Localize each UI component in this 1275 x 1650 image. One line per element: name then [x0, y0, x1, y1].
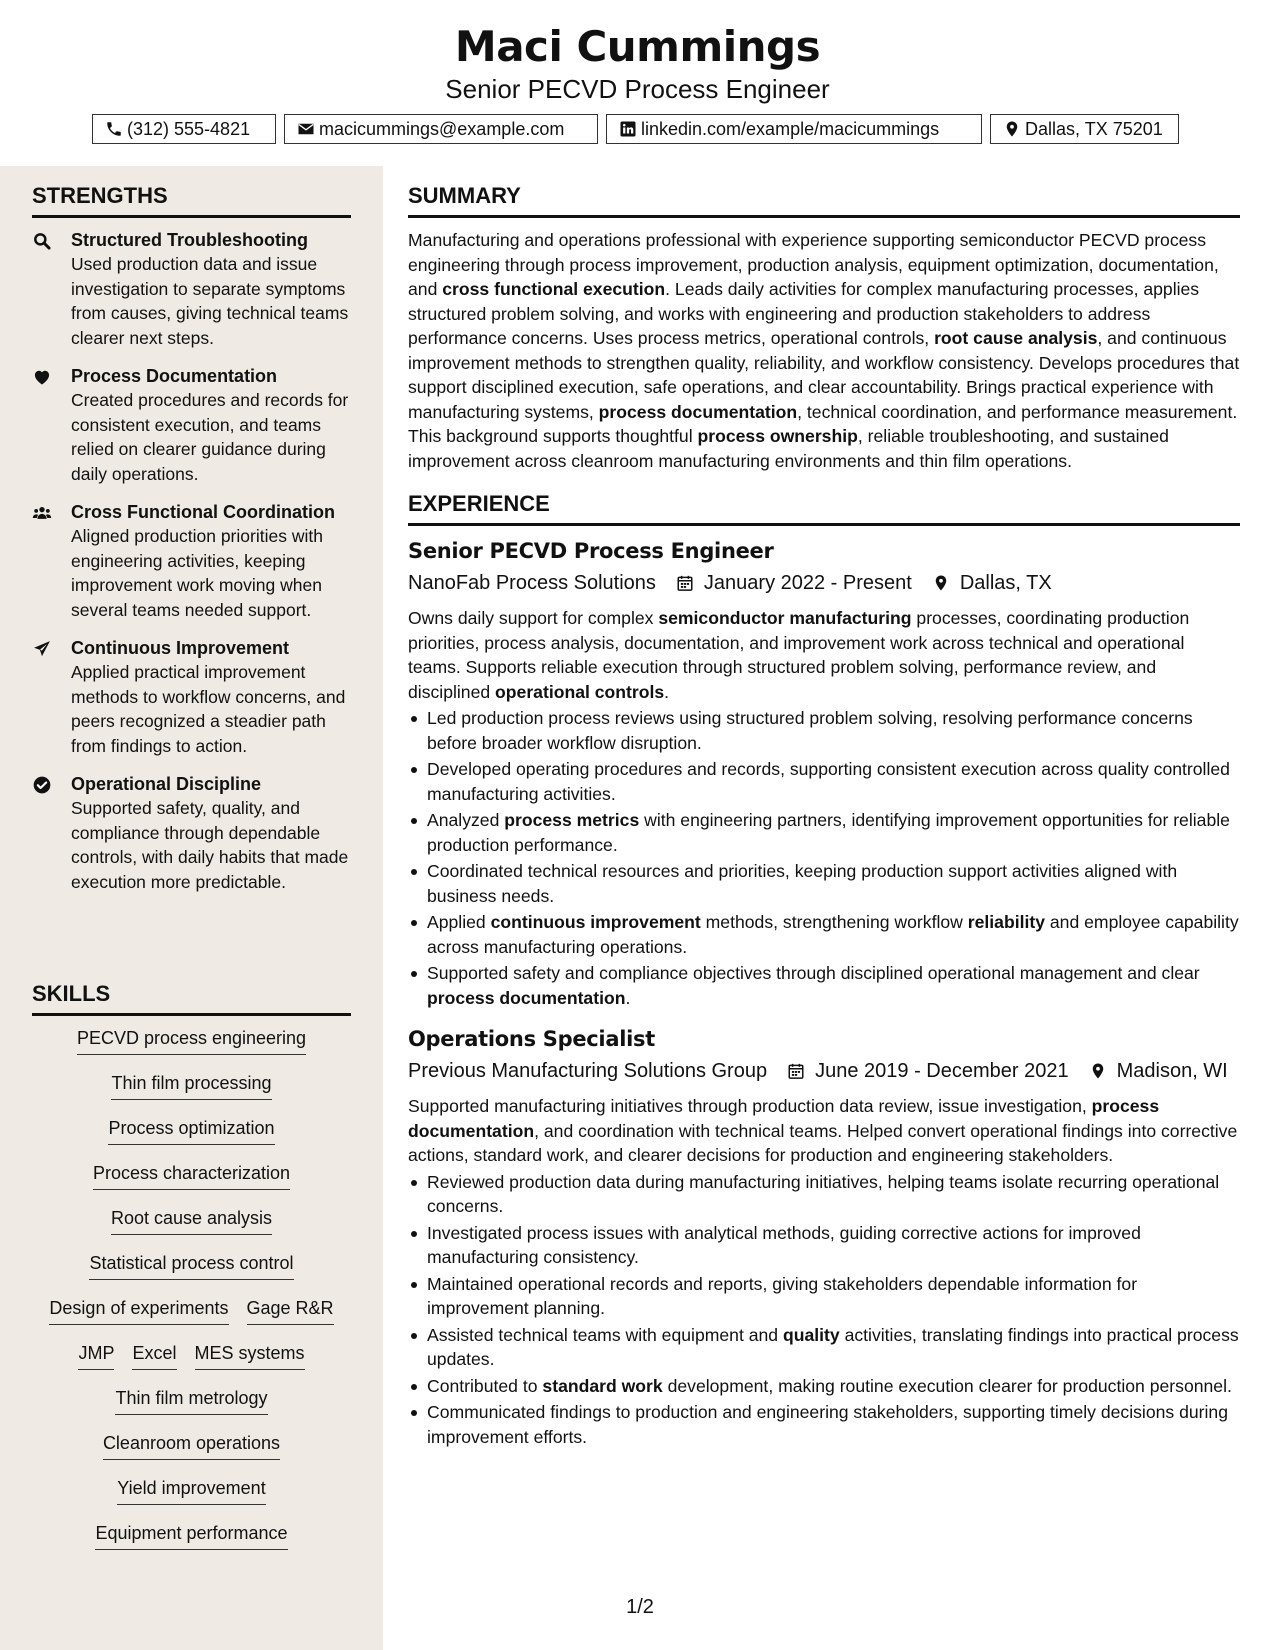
job-summary-text: Owns daily support for complex	[408, 608, 659, 628]
bullet-text: Led production process reviews using structured problem solving, resolving performance concerns before broader workflow disruption.	[427, 708, 1193, 753]
contact-location	[990, 114, 1179, 144]
strength-description: Aligned production priorities with engineering activities, keeping improvement work moving when several teams needed support.	[71, 526, 323, 620]
strength-item	[32, 772, 352, 894]
skill-row	[32, 1341, 351, 1386]
calendar-icon	[787, 1061, 805, 1081]
strengths-heading: STRENGTHS	[32, 183, 351, 218]
main-column	[408, 183, 1240, 1451]
bullet-bold: quality	[782, 1324, 840, 1345]
skills-list	[32, 1026, 351, 1566]
summary-text: , and continuous improvement methods to strengthen quality, reliability, and workflow consistency. Develops procedures that support disciplined execution, safe operations, and clear accountability. Brings practical experience with manufacturing systems,	[408, 328, 1240, 422]
contact-bar	[92, 114, 1179, 144]
bullet-bold: standard work	[542, 1375, 663, 1396]
job-summary-text: processes, coordinating production priorities, process analysis, documentation, and improvement work across technical and operational teams. Supports reliable execution through structured problem solving, performance review, and disciplined	[408, 608, 1190, 702]
skill-row	[32, 1026, 351, 1071]
phone-icon	[105, 120, 123, 138]
bullet-text: with engineering partners, identifying improvement opportunities for reliable production performance.	[427, 810, 1230, 855]
bullet-bold: process metrics	[504, 810, 640, 830]
job-title: Senior PECVD Process Engineer	[408, 539, 774, 563]
job-company: NanoFab Process Solutions	[408, 572, 656, 594]
skill-tag: Statistical process control	[89, 1251, 293, 1280]
strength-title: Structured Troubleshooting	[71, 230, 308, 250]
bullet-text: activities, translating findings into practical process updates.	[427, 1324, 1239, 1369]
map-pin-icon	[932, 573, 950, 593]
job-bullet	[408, 1221, 1240, 1270]
skill-tag: MES systems	[195, 1341, 305, 1370]
job-bullet	[408, 1374, 1240, 1399]
skill-row	[32, 1521, 351, 1566]
strength-item	[32, 228, 352, 350]
job-bullet	[408, 757, 1240, 806]
job-summary-bold: semiconductor manufacturing	[658, 608, 912, 628]
skill-row	[32, 1206, 351, 1251]
envelope-icon	[297, 120, 315, 138]
summary-text: , technical coordination, and performance measurement. This background supports thoughtful	[408, 401, 1238, 446]
paper-plane-icon	[32, 639, 52, 659]
bullet-text: Analyzed	[427, 810, 505, 830]
calendar-icon	[676, 573, 694, 593]
skill-tag: Process optimization	[108, 1116, 274, 1145]
linkedin-icon	[619, 120, 637, 138]
job-meta	[408, 568, 1240, 598]
strength-description: Used production data and issue investigation to separate symptoms from causes, giving technical teams clearer next steps.	[71, 254, 349, 348]
strength-description: Applied practical improvement methods to workflow concerns, and peers recognized a steadier path from findings to action.	[71, 662, 346, 756]
job-location: Dallas, TX	[959, 572, 1052, 594]
skill-tag: Yield improvement	[117, 1476, 265, 1505]
job-summary-bold: operational controls	[495, 681, 665, 702]
contact-email[interactable]	[284, 114, 598, 144]
bullet-text: Reviewed production data during manufacturing initiatives, helping teams isolate recurring operational concerns.	[427, 1171, 1220, 1216]
candidate-name: Maci Cummings	[454, 22, 821, 71]
bullet-text: Assisted technical teams with equipment and	[427, 1324, 783, 1345]
job-bullet	[408, 706, 1240, 755]
skill-tag: Design of experiments	[49, 1296, 228, 1325]
candidate-title: Senior PECVD Process Engineer	[445, 74, 830, 104]
job-location: Madison, WI	[1116, 1060, 1228, 1082]
contact-linkedin[interactable]	[606, 114, 982, 144]
bullet-text: and employee capability across manufacturing operations.	[427, 912, 1239, 957]
bullet-bold: continuous improvement	[490, 912, 701, 932]
strengths-list	[32, 228, 352, 908]
heart-icon	[32, 367, 52, 387]
skill-tag: Root cause analysis	[111, 1206, 272, 1235]
job-bullet	[408, 1170, 1240, 1219]
summary-bold: root cause analysis	[934, 328, 1098, 348]
skill-tag: Process characterization	[93, 1161, 290, 1190]
skill-row	[32, 1251, 351, 1296]
check-circle-icon	[32, 775, 52, 795]
skill-tag: Equipment performance	[95, 1521, 287, 1550]
job-summary-text: Supported manufacturing initiatives through production data review, issue investigation,	[408, 1096, 1092, 1116]
summary-bold: process documentation	[598, 401, 798, 422]
job-bullets	[408, 1170, 1240, 1450]
skill-row	[32, 1071, 351, 1116]
map-pin-icon	[1003, 120, 1021, 138]
contact-email-text: macicummings@example.com	[319, 118, 565, 139]
summary-bold: cross functional execution	[442, 279, 666, 299]
skill-tag: Excel	[132, 1341, 176, 1370]
contact-linkedin-text: linkedin.com/example/macicummings	[641, 118, 940, 139]
job-dates: January 2022 - Present	[703, 572, 912, 594]
job-summary-text: , and coordination with technical teams. Helped convert operational findings into corrective actions, standard work, and clearer decisions for production and engineering stakeholders.	[408, 1120, 1238, 1165]
summary-bold: process ownership	[697, 426, 858, 446]
strength-description: Created procedures and records for consistent execution, and teams relied on clearer guidance during daily operations.	[71, 390, 349, 484]
strength-title: Continuous Improvement	[71, 638, 290, 658]
job-summary-bold: process documentation	[408, 1096, 1160, 1141]
skill-row	[32, 1161, 351, 1206]
job-bullet	[408, 859, 1240, 908]
skill-tag: PECVD process engineering	[77, 1026, 306, 1055]
job-summary	[408, 1094, 1240, 1168]
summary-text: Manufacturing and operations professional with experience supporting semiconductor PECVD process engineering through process improvement, production analysis, equipment optimization, documentation, and	[408, 230, 1219, 299]
skill-row	[32, 1296, 351, 1341]
strength-title: Cross Functional Coordination	[71, 502, 335, 522]
skill-tag: Gage R&R	[247, 1296, 334, 1325]
bullet-text: Applied	[427, 912, 491, 932]
skill-tag: Thin film processing	[111, 1071, 271, 1100]
strength-description: Supported safety, quality, and compliance through dependable controls, with daily habits that made execution more predictable.	[71, 798, 349, 892]
skill-row	[32, 1476, 351, 1521]
bullet-text: .	[625, 987, 631, 1008]
job-entry	[408, 536, 1240, 1010]
skill-row	[32, 1116, 351, 1161]
bullet-text: Communicated findings to production and engineering stakeholders, supporting timely decisions during improvement efforts.	[427, 1402, 1228, 1447]
job-summary-text: .	[664, 681, 670, 702]
skills-heading: SKILLS	[32, 981, 351, 1016]
job-bullet	[408, 1272, 1240, 1321]
job-bullet	[408, 910, 1240, 959]
bullet-text: methods, strengthening workflow	[700, 912, 968, 932]
job-bullet	[408, 1323, 1240, 1372]
strength-title: Operational Discipline	[71, 774, 262, 794]
bullet-text: Coordinated technical resources and priorities, keeping production support activities aligned with business needs.	[427, 861, 1178, 906]
contact-location-text: Dallas, TX 75201	[1025, 118, 1163, 139]
bullet-text: Maintained operational records and reports, giving stakeholders dependable information for improvement planning.	[427, 1273, 1138, 1318]
summary-text	[408, 228, 1240, 473]
strength-title: Process Documentation	[71, 366, 278, 386]
skill-tag: JMP	[78, 1341, 114, 1370]
bullet-text: Contributed to	[427, 1375, 543, 1396]
skill-tag: Cleanroom operations	[103, 1431, 280, 1460]
page-number: 1/2	[626, 1596, 654, 1618]
strength-item	[32, 500, 352, 622]
bullet-bold: process documentation	[427, 987, 626, 1008]
job-company: Previous Manufacturing Solutions Group	[408, 1060, 768, 1082]
job-dates: June 2019 - December 2021	[815, 1060, 1069, 1082]
job-bullet	[408, 1400, 1240, 1449]
summary-text: . Leads daily activities for complex manufacturing processes, applies structured problem solving, and works with engineering and production stakeholders to address performance concerns. Uses process metrics, operational controls,	[408, 279, 1200, 348]
job-bullets	[408, 706, 1240, 1010]
skill-row	[32, 1431, 351, 1476]
users-icon	[32, 503, 52, 523]
strength-item	[32, 364, 352, 486]
job-meta	[408, 1056, 1240, 1086]
bullet-text: Developed operating procedures and records, supporting consistent execution across quality controlled manufacturing activities.	[427, 759, 1230, 804]
bullet-text: Investigated process issues with analytical methods, guiding corrective actions for improved manufacturing consistency.	[427, 1222, 1141, 1267]
job-entry	[408, 1024, 1240, 1449]
experience-list	[408, 536, 1240, 1449]
skill-row	[32, 1386, 351, 1431]
strength-item	[32, 636, 352, 758]
job-bullet	[408, 961, 1240, 1010]
experience-heading: EXPERIENCE	[408, 491, 1240, 526]
contact-phone[interactable]	[92, 114, 276, 144]
bullet-text: Supported safety and compliance objectives through disciplined operational management and clear	[427, 963, 1200, 983]
job-summary	[408, 606, 1240, 704]
summary-heading: SUMMARY	[408, 183, 1240, 218]
job-bullet	[408, 808, 1240, 857]
job-title: Operations Specialist	[408, 1027, 655, 1051]
bullet-bold: reliability	[967, 912, 1045, 932]
map-pin-icon	[1089, 1061, 1107, 1081]
search-icon	[32, 231, 52, 251]
skill-tag: Thin film metrology	[115, 1386, 267, 1415]
contact-phone-text: (312) 555-4821	[127, 118, 251, 139]
bullet-text: development, making routine execution clearer for production personnel.	[662, 1375, 1232, 1396]
summary-text: , reliable troubleshooting, and sustained improvement across cleanroom manufacturing environments and thin film operations.	[408, 426, 1169, 471]
